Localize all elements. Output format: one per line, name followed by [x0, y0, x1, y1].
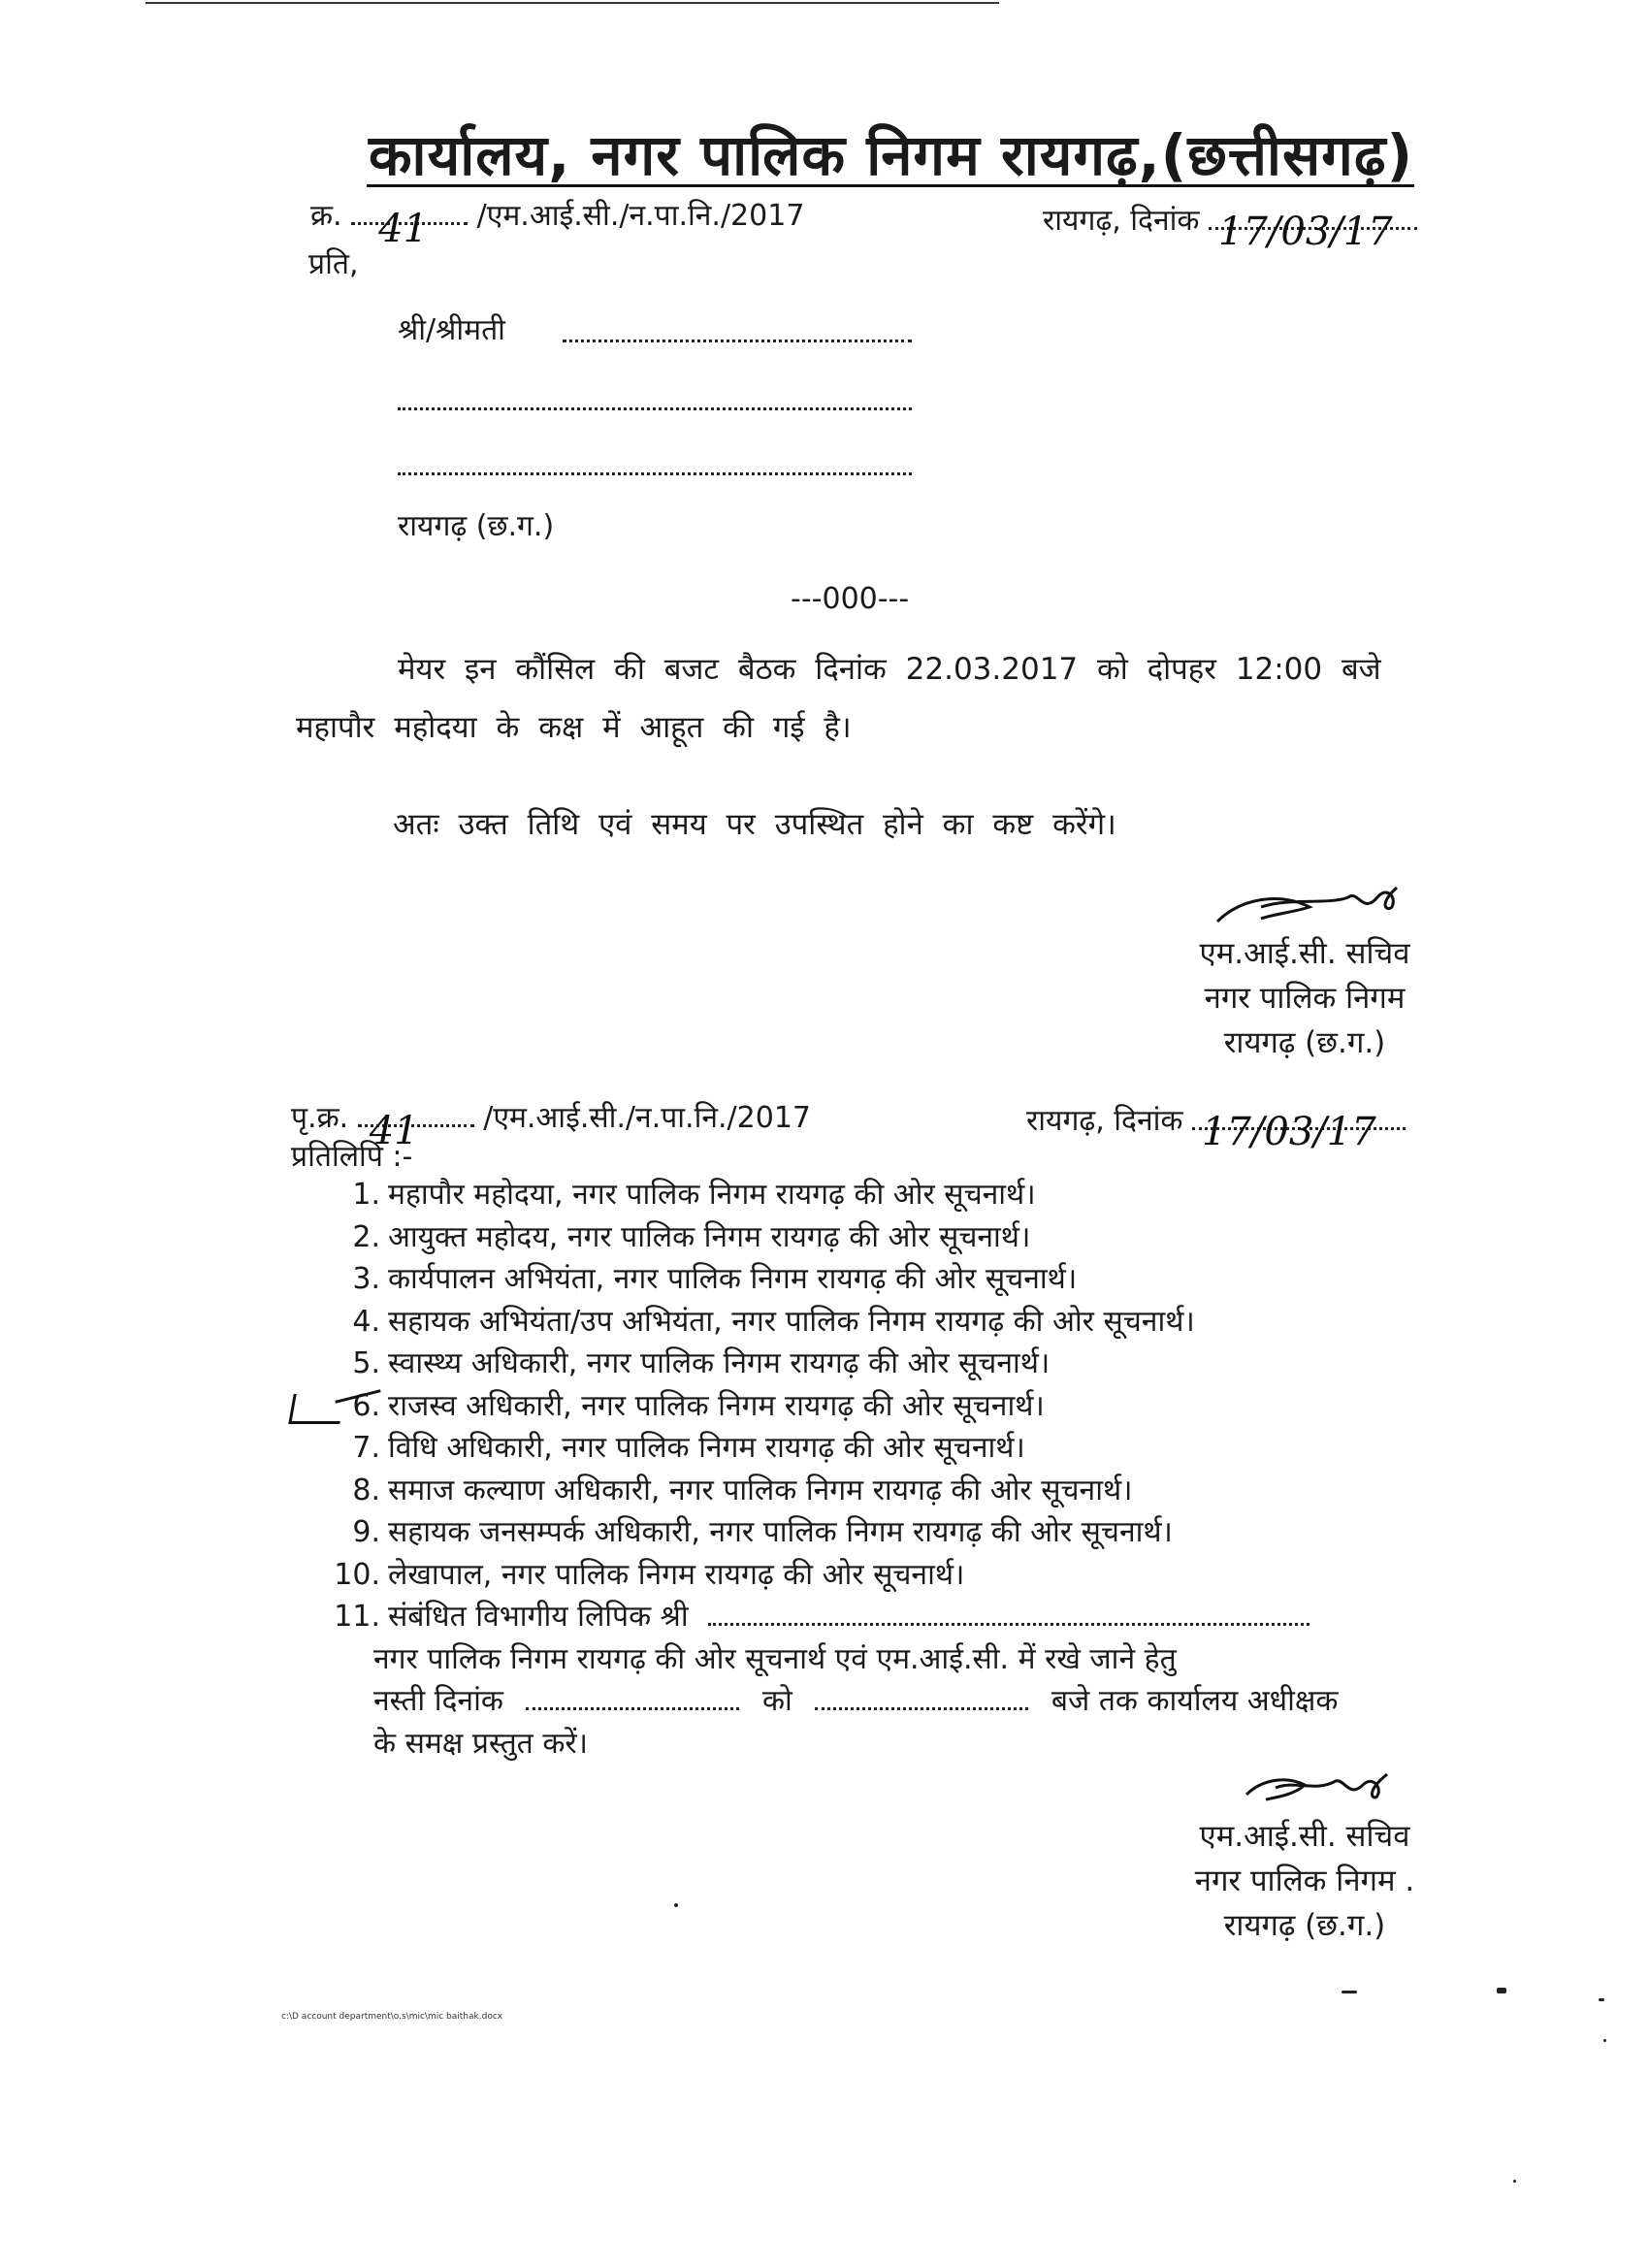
signature-2-image	[1237, 1761, 1402, 1819]
list-item: 2. आयुक्त महोदय, नगर पालिक निगम रायगढ़ की ओर सूचनार्थ।	[352, 1219, 1031, 1254]
addressee-city: रायगढ़ (छ.ग.)	[398, 509, 555, 543]
top-edge-rule	[146, 2, 999, 4]
list-item-11-line-2: नगर पालिक निगम रायगढ़ की ओर सूचनार्थ एवं एम.आई.सी. में रखे जाने हेतु	[373, 1641, 1177, 1676]
body-paragraph-2: अतः उक्त तिथि एवं समय पर उपस्थित होने का कष्ट करेंगे।	[393, 807, 1116, 842]
copy-ref-prefix: पृ.क्र.	[291, 1101, 349, 1135]
list-item: 5. स्वास्थ्य अधिकारी, नगर पालिक निगम रायगढ़ की ओर सूचनार्थ।	[352, 1346, 1051, 1380]
date-field	[1209, 210, 1417, 254]
file-date-field	[526, 1707, 739, 1710]
copy-ref-suffix: /एम.आई.सी./न.पा.नि./2017	[483, 1101, 811, 1135]
signature-1-image	[1203, 868, 1426, 941]
scan-speck	[674, 1903, 678, 1907]
copy-ref-number-handwritten: 41	[369, 1109, 419, 1153]
handwritten-tick-mark	[288, 1394, 344, 1424]
letter-reference	[310, 194, 805, 251]
date-handwritten: 17/03/17	[1218, 210, 1393, 254]
list-item-11-line-3: नस्ती दिनांक को बजे तक कार्यालय अधीक्षक	[373, 1684, 1339, 1718]
prati-label: प्रति,	[308, 247, 359, 281]
ref-number-field	[351, 207, 468, 251]
list-item: 8. समाज कल्याण अधिकारी, नगर पालिक निगम रायगढ़ की ओर सूचनार्थ।	[352, 1473, 1133, 1507]
list-item: 4. सहायक अभियंता/उप अभियंता, नगर पालिक निगम रायगढ़ की ओर सूचनार्थ।	[352, 1304, 1195, 1339]
copy-ref-number-field	[358, 1109, 474, 1153]
list-item-11: 11. संबंधित विभागीय लिपिक श्री	[330, 1596, 1338, 1638]
list-item: 3. कार्यपालन अभियंता, नगर पालिक निगम रायगढ़ की ओर सूचनार्थ।	[352, 1262, 1078, 1296]
title-underline	[367, 184, 1414, 187]
signature-2-designation: एम.आई.सी. सचिव	[1199, 1819, 1410, 1854]
scan-speck	[1513, 2180, 1516, 2183]
copy-date	[1026, 1099, 1406, 1154]
addressee-line-3	[398, 472, 912, 475]
signature-2-city: रायगढ़ (छ.ग.)	[1223, 1908, 1386, 1943]
addressee-name-line	[563, 340, 912, 342]
list-item: 6. राजस्व अधिकारी, नगर पालिक निगम रायगढ़ की ओर सूचनार्थ।	[352, 1388, 1045, 1423]
signature-1-designation: एम.आई.सी. सचिव	[1199, 936, 1410, 971]
letter-date	[1043, 199, 1417, 254]
body-paragraph-line-2: महापौर महोदया के कक्ष में आहूत की गई है।	[296, 710, 852, 745]
scan-speck	[1497, 1988, 1506, 1993]
addressee-label: श्री/श्रीमती	[398, 313, 505, 347]
copy-date-label: रायगढ़, दिनांक	[1026, 1104, 1183, 1138]
copy-label: प्रतिलिपि :-	[291, 1140, 413, 1174]
copy-reference	[291, 1096, 811, 1153]
copy-date-field	[1192, 1110, 1406, 1154]
signature-1-city: रायगढ़ (छ.ग.)	[1223, 1025, 1386, 1060]
separator: ---000---	[791, 582, 910, 616]
scan-speck	[1603, 2039, 1606, 2042]
office-title: कार्यालय, नगर पालिक निगम रायगढ़,(छत्तीसगढ़)	[369, 122, 1413, 188]
list-item-11-line-4: के समक्ष प्रस्तुत करें।	[373, 1726, 588, 1761]
signature-2-block	[1169, 1814, 1440, 1948]
list-item: 7. विधि अधिकारी, नगर पालिक निगम रायगढ़ की ओर सूचनार्थ।	[352, 1431, 1025, 1465]
addressee-line-2	[398, 407, 912, 410]
signature-1-office: नगर पालिक निगम	[1204, 981, 1406, 1016]
scan-speck	[1599, 1998, 1604, 2001]
scan-speck	[1342, 1991, 1357, 1993]
footer-file-path: c:\D account department\o.s\mic\mic baithak.docx	[281, 2012, 503, 2022]
copy-date-handwritten: 17/03/17	[1202, 1110, 1376, 1154]
signature-1-block	[1169, 931, 1440, 1065]
clerk-name-field	[708, 1623, 1310, 1626]
signature-2-office: नगर पालिक निगम .	[1194, 1863, 1415, 1898]
file-time-field	[815, 1707, 1028, 1710]
body-paragraph-line-1: मेयर इन कौंसिल की बजट बैठक दिनांक 22.03.2017 को दोपहर 12:00 बजे	[398, 652, 1381, 687]
ref-number-handwritten: 41	[378, 207, 429, 251]
distribution-list	[330, 1174, 1338, 1765]
ref-suffix: /एम.आई.सी./न.पा.नि./2017	[476, 199, 805, 233]
date-label: रायगढ़, दिनांक	[1043, 204, 1200, 238]
list-item: 10. लेखापाल, नगर पालिक निगम रायगढ़ की ओर सूचनार्थ।	[334, 1557, 965, 1592]
ref-prefix: क्र.	[310, 199, 342, 233]
list-item: 9. सहायक जनसम्पर्क अधिकारी, नगर पालिक निगम रायगढ़ की ओर सूचनार्थ।	[352, 1515, 1173, 1549]
list-item: 1. महापौर महोदया, नगर पालिक निगम रायगढ़ की ओर सूचनार्थ।	[352, 1178, 1036, 1212]
